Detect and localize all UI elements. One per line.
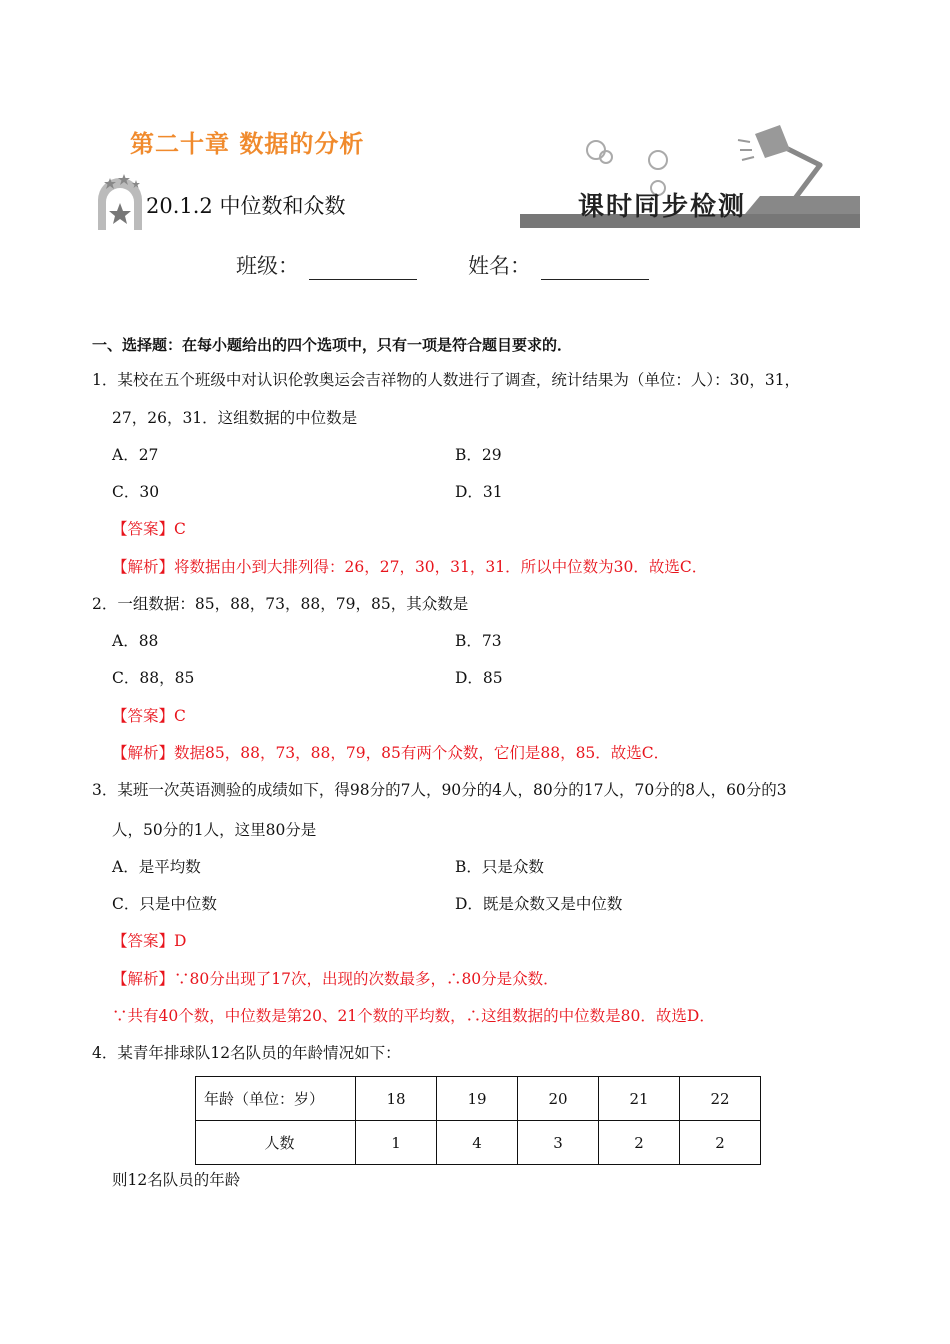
q4-stem: 4．某青年排球队12名队员的年龄情况如下： bbox=[92, 1044, 401, 1062]
table-cell: 18 bbox=[356, 1077, 437, 1121]
table-row bbox=[196, 1121, 761, 1165]
class-label: 班级： bbox=[236, 254, 299, 278]
q2-option-c: C．88，85 bbox=[112, 669, 195, 687]
q3-option-a: A．是平均数 bbox=[112, 858, 201, 876]
header-decoration bbox=[0, 0, 950, 240]
table-cell: 19 bbox=[437, 1077, 518, 1121]
table-cell: 2 bbox=[680, 1121, 761, 1165]
q3-stem-line1: 3．某班一次英语测验的成绩如下，得98分的7人，90分的4人，80分的17人，70分的8人，60分的3 bbox=[92, 781, 787, 799]
q1-option-d: D．31 bbox=[455, 483, 503, 501]
q4-stem-after: 则12名队员的年龄 bbox=[112, 1171, 241, 1189]
q2-option-d: D．85 bbox=[455, 669, 503, 687]
q3-answer: 【答案】D bbox=[112, 932, 187, 950]
table-cell: 3 bbox=[518, 1121, 599, 1165]
brand-title: 课时同步检测 bbox=[578, 192, 747, 222]
table-cell: 4 bbox=[437, 1121, 518, 1165]
q1-option-a: A．27 bbox=[112, 446, 159, 464]
lamp-shade bbox=[755, 125, 790, 158]
q1-stem-line1: 1．某校在五个班级中对认识伦敦奥运会吉祥物的人数进行了调查，统计结果为（单位：人）：30，31， bbox=[92, 371, 801, 389]
table-cell: 21 bbox=[599, 1077, 680, 1121]
table-cell: 22 bbox=[680, 1077, 761, 1121]
q2-answer: 【答案】C bbox=[112, 707, 186, 725]
q1-analysis: 【解析】将数据由小到大排列得：26，27，30，31，31．所以中位数为30．故选C． bbox=[112, 558, 708, 576]
q3-option-c: C．只是中位数 bbox=[112, 895, 217, 913]
class-field bbox=[236, 250, 417, 280]
section-heading: 一、选择题：在每小题给出的四个选项中，只有一项是符合题目要求的． bbox=[92, 336, 573, 354]
name-label: 姓名： bbox=[468, 254, 531, 278]
q3-option-d: D．既是众数又是中位数 bbox=[455, 895, 623, 913]
table-header-age: 年龄（单位：岁） bbox=[196, 1077, 356, 1121]
table-header-count: 人数 bbox=[196, 1121, 356, 1165]
q3-analysis-line2: ∵共有40个数，中位数是第20、21个数的平均数，∴这组数据的中位数是80．故选D． bbox=[112, 1007, 715, 1025]
age-table bbox=[195, 1076, 761, 1165]
q1-option-b: B．29 bbox=[455, 446, 502, 464]
q1-stem-line2: 27，26，31．这组数据的中位数是 bbox=[112, 409, 358, 427]
name-field bbox=[468, 250, 649, 280]
section-title: 20.1.2 中位数和众数 bbox=[146, 194, 346, 218]
q2-stem: 2．一组数据：85，88，73，88，79，85，其众数是 bbox=[92, 595, 469, 613]
q3-stem-line2: 人，50分的1人，这里80分是 bbox=[112, 821, 317, 839]
table-cell: 20 bbox=[518, 1077, 599, 1121]
q3-option-b: B．只是众数 bbox=[455, 858, 544, 876]
name-blank[interactable] bbox=[541, 259, 649, 280]
q3-analysis: 【解析】∵80分出现了17次，出现的次数最多，∴80分是众数． bbox=[112, 970, 559, 988]
class-blank[interactable] bbox=[309, 259, 417, 280]
q1-answer: 【答案】C bbox=[112, 520, 186, 538]
banner-slant bbox=[745, 196, 860, 214]
q2-option-a: A．88 bbox=[112, 632, 159, 650]
chapter-title: 第二十章 数据的分析 bbox=[130, 130, 365, 158]
star-badge-icon bbox=[98, 174, 142, 230]
q2-option-b: B．73 bbox=[455, 632, 502, 650]
table-cell: 1 bbox=[356, 1121, 437, 1165]
q2-analysis: 【解析】数据85，88，73，88，79，85有两个众数，它们是88，85．故选C． bbox=[112, 744, 670, 762]
q1-option-c: C．30 bbox=[112, 483, 160, 501]
table-row bbox=[196, 1077, 761, 1121]
table-cell: 2 bbox=[599, 1121, 680, 1165]
